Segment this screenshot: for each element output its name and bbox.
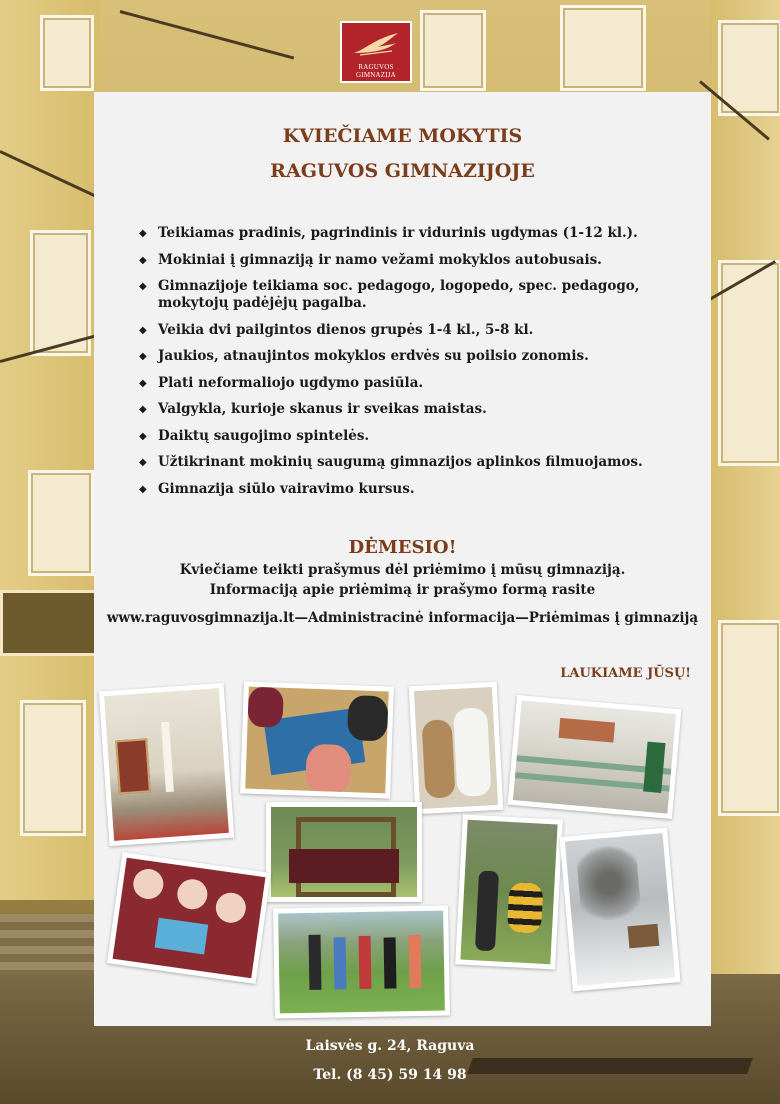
- diamond-bullet-icon: ◆: [139, 377, 147, 389]
- photo-corridor: [99, 683, 235, 846]
- awaiting-you-text: LAUKIAME JŪSŲ!: [560, 666, 691, 681]
- school-logo: [340, 21, 412, 83]
- photo-bee-mascot: [455, 814, 563, 969]
- canopy: [0, 590, 98, 656]
- list-item-text: Plati neformaliojo ugdymo pasiūla.: [158, 374, 424, 391]
- tree-branch: [120, 10, 295, 59]
- list-item-text: Veikia dvi pailgintos dienos grupės 1-4 kl., 5-8 kl.: [158, 321, 534, 338]
- window: [40, 15, 94, 91]
- list-item-text: Jaukios, atnaujintos mokyklos erdvės su poilsio zonomis.: [158, 348, 589, 364]
- features-list: [139, 225, 659, 507]
- photo-classroom: [508, 695, 682, 819]
- window: [560, 5, 646, 91]
- list-item: [139, 454, 659, 471]
- attention-line-1: Kviečiame teikti prašymus dėl priėmimo į mūsų gimnaziją.: [179, 562, 626, 578]
- list-item: [139, 322, 659, 339]
- list-item: [139, 348, 659, 365]
- logo-line-1: RAGUVOS: [358, 63, 394, 71]
- window: [20, 700, 86, 836]
- diamond-bullet-icon: ◆: [139, 324, 147, 336]
- window: [28, 470, 94, 576]
- diamond-bullet-icon: ◆: [139, 483, 147, 495]
- list-item-text: Daiktų saugojimo spintelės.: [158, 427, 370, 444]
- building-right: [710, 0, 780, 1000]
- diamond-bullet-icon: ◆: [139, 430, 147, 442]
- list-item-text: Gimnazija siūlo vairavimo kursus.: [158, 480, 415, 497]
- diamond-bullet-icon: ◆: [139, 404, 147, 415]
- list-item-text: Teikiamas pradinis, pagrindinis ir vidurinis ugdymas (1-12 kl.).: [158, 225, 638, 241]
- list-item: [139, 401, 659, 418]
- logo-line-2: GIMNAZIJA: [356, 71, 396, 79]
- diamond-bullet-icon: ◆: [139, 351, 147, 362]
- wing-icon: [352, 31, 400, 57]
- window: [718, 620, 780, 816]
- page-title-line-1: KVIEČIAME MOKYTIS: [282, 125, 523, 147]
- logo-text: [342, 63, 410, 79]
- attention-heading: DĖMESIO!: [348, 537, 457, 558]
- photo-kids-table: [240, 681, 394, 798]
- list-item: [139, 375, 659, 392]
- list-item-text: Gimnazijoje teikiama soc. pedagogo, logopedo, spec. pedagogo, mokytojų padėjėjų pagalba.: [158, 278, 640, 311]
- admission-info-path: www.raguvosgimnazija.lt—Administracinė informacija—Priėmimas į gimnaziją: [106, 610, 699, 626]
- list-item-text: Užtikrinant mokinių saugumą gimnazijos aplinkos filmuojamos.: [158, 454, 643, 470]
- list-item-text: Valgykla, kurioje skanus ir sveikas maistas.: [158, 401, 487, 417]
- diamond-bullet-icon: ◆: [139, 281, 147, 292]
- diamond-bullet-icon: ◆: [139, 228, 147, 239]
- photo-winter: [559, 828, 680, 992]
- page-title-line-2: RAGUVOS GIMNAZIJOJE: [270, 160, 535, 182]
- photo-group-frame: [266, 802, 422, 902]
- list-item: [139, 252, 659, 269]
- content-panel: [94, 92, 711, 1026]
- photo-group-outdoor: [273, 905, 450, 1018]
- photo-mascots: [409, 682, 504, 814]
- list-item: [139, 225, 659, 242]
- attention-line-2: Informaciją apie priėmimą ir prašymo formą rasite: [209, 582, 596, 598]
- diamond-bullet-icon: ◆: [139, 254, 147, 266]
- list-item-text: Mokiniai į gimnaziją ir namo vežami mokyklos autobusais.: [158, 251, 602, 268]
- list-item: [139, 278, 659, 312]
- photo-students-reading: [107, 852, 271, 984]
- footer-phone: Tel. (8 45) 59 14 98: [313, 1067, 467, 1083]
- list-item: [139, 428, 659, 445]
- list-item: [139, 481, 659, 498]
- window: [420, 10, 486, 91]
- footer-address: Laisvės g. 24, Raguva: [305, 1038, 475, 1054]
- diamond-bullet-icon: ◆: [139, 457, 147, 468]
